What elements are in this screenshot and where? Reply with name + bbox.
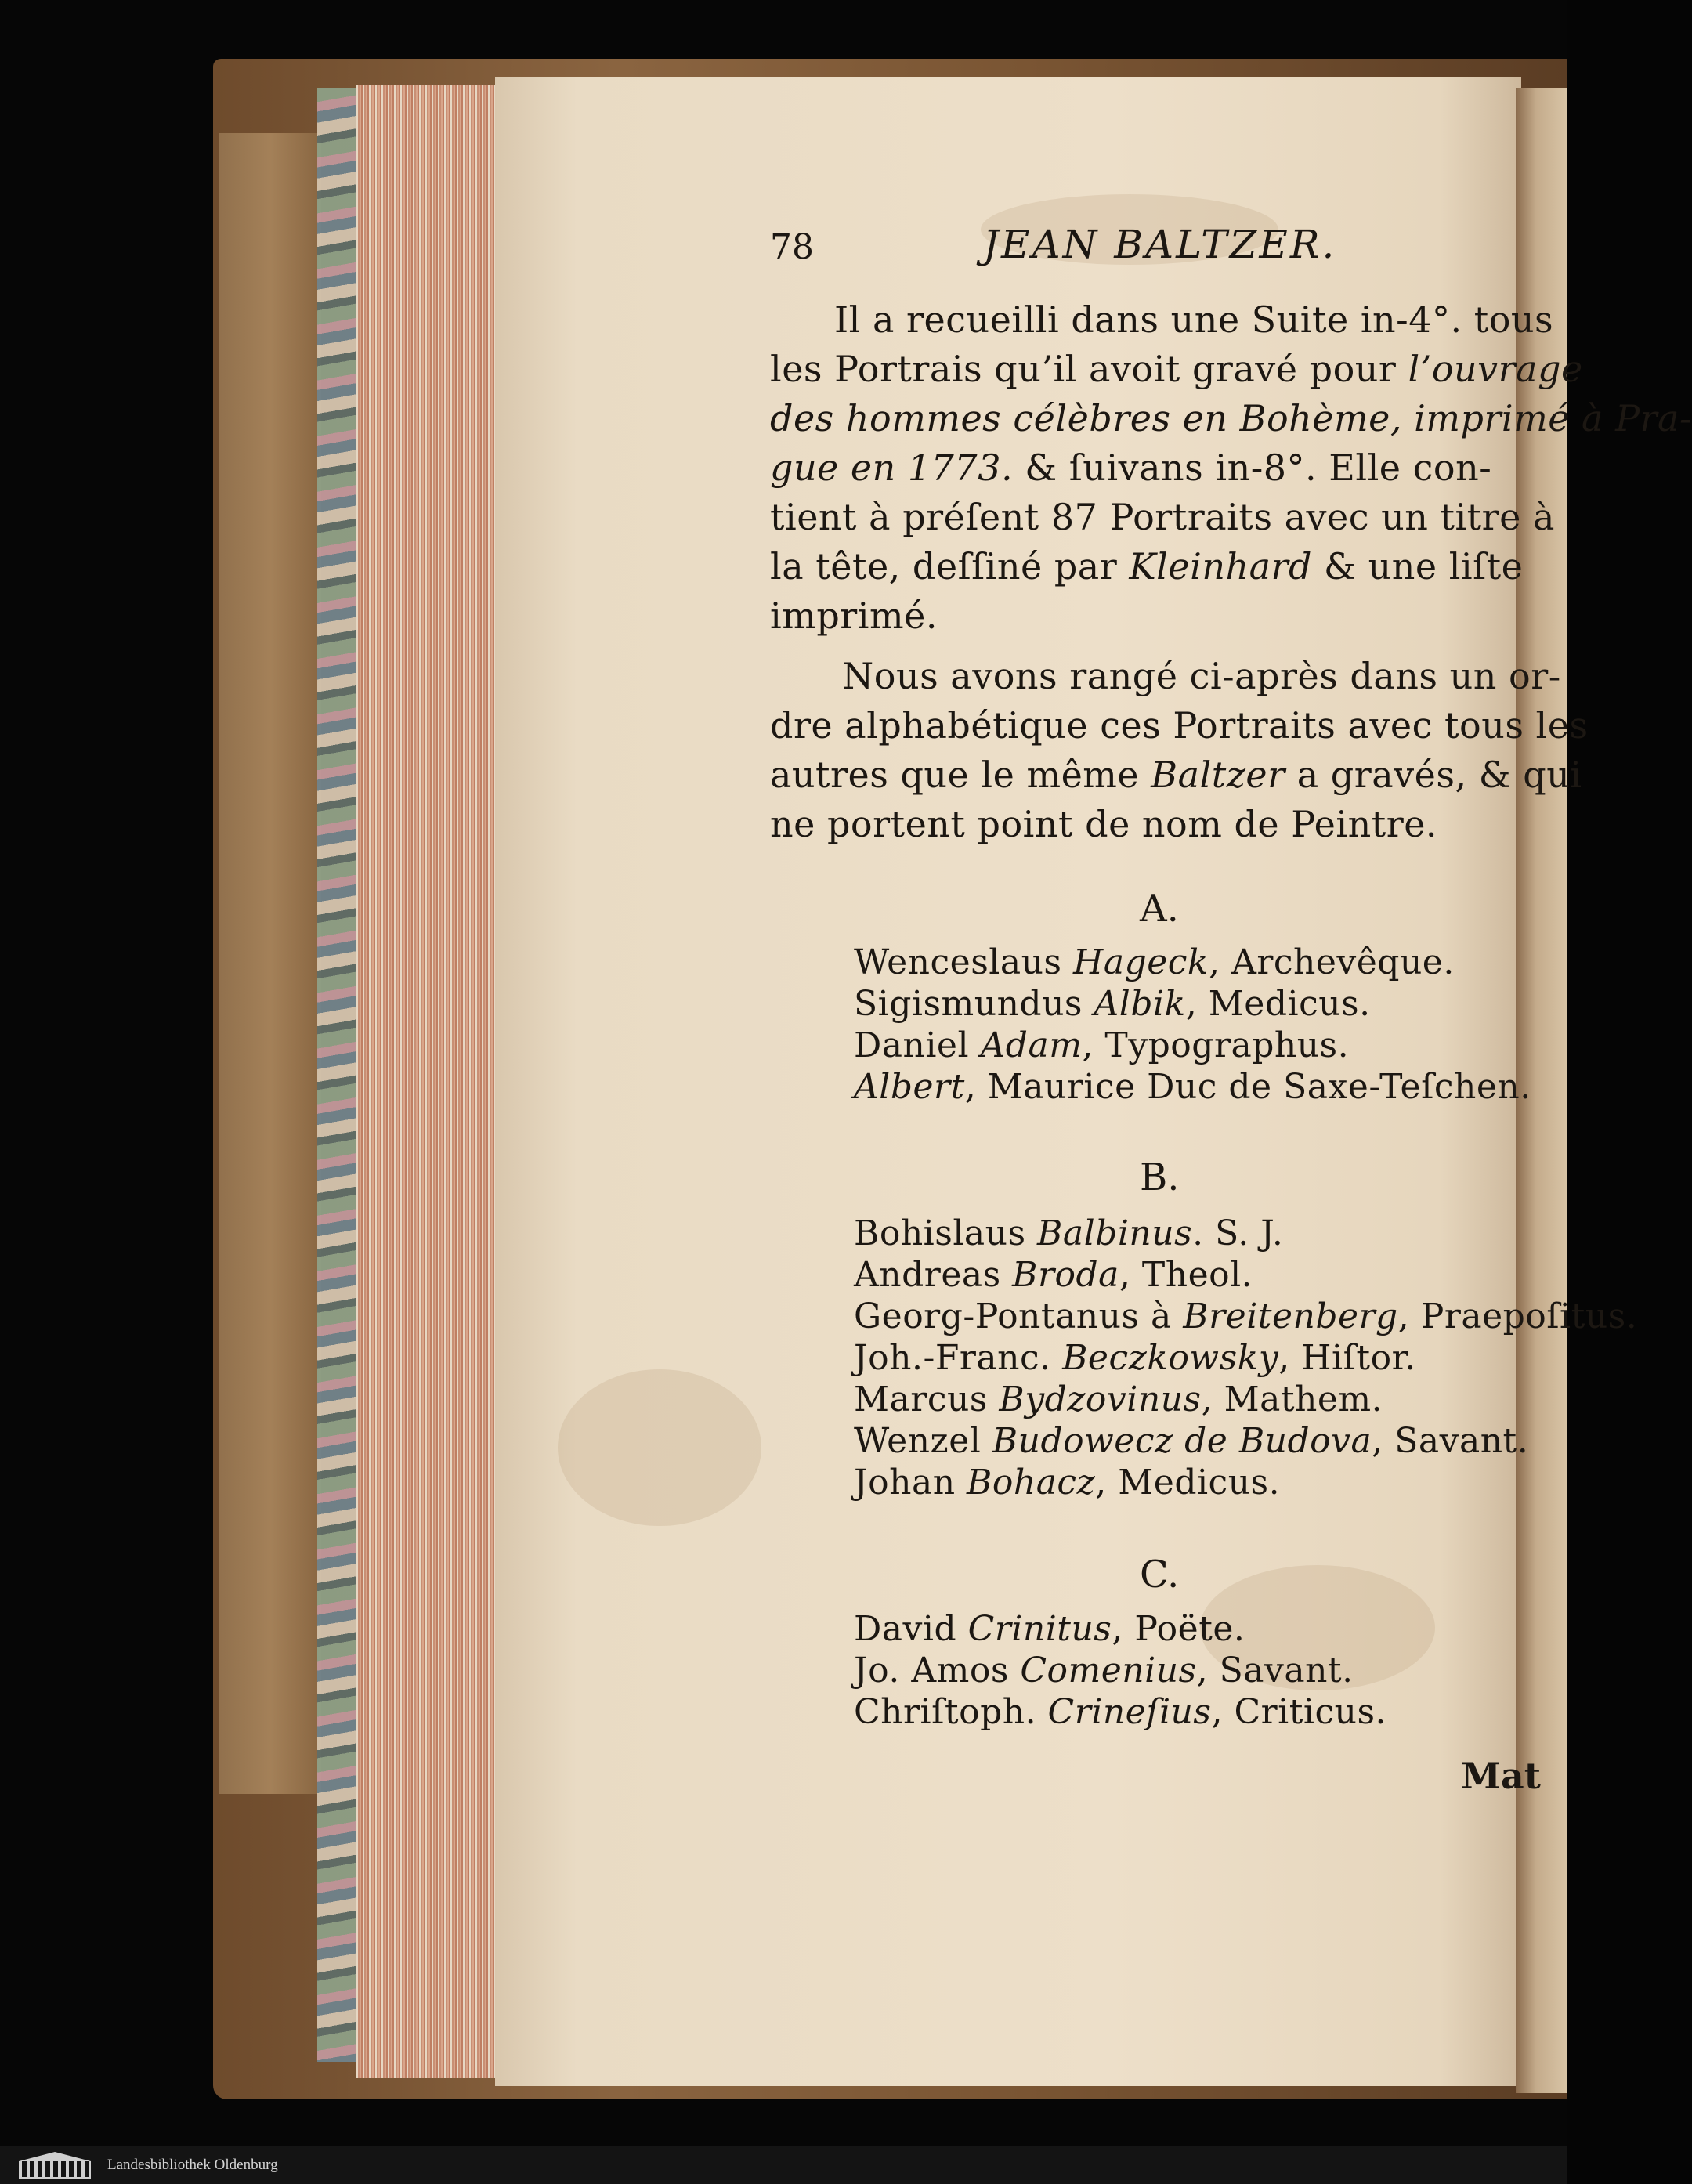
text-run: Joh.-Franc. [854,1338,1063,1378]
text-run: Marcus [854,1379,1000,1419]
text-run: , Savant. [1196,1651,1354,1690]
italic-text: Budowecz de Budova [992,1421,1372,1461]
portrait-entry [854,1651,1354,1690]
section-letter: C. [1140,1553,1180,1596]
section-letter: B. [1140,1155,1180,1199]
paragraph-line [842,655,1561,697]
portrait-entry [854,1296,1638,1336]
text-run: , Mathem. [1201,1379,1383,1419]
text-run: ne portent point de nom de Peintre. [770,803,1438,845]
portrait-entry [854,1213,1284,1253]
paragraph-line [770,496,1555,538]
portrait-entry [854,1255,1253,1295]
text-run: Il a recueilli dans une Suite in-4°. tous [834,298,1554,341]
italic-text: Comenius [1020,1651,1197,1690]
text-run: Wenceslaus [854,942,1073,982]
italic-text: Kleinhard [1129,545,1312,588]
text-run: & ſuivans in-8°. Elle con- [1013,447,1492,489]
italic-text: Albik [1094,984,1186,1024]
italic-text: Bohacz [967,1463,1096,1502]
text-run: Jo. Amos [854,1651,1021,1690]
running-head: JEAN BALTZER. [983,222,1337,267]
text-run: . S. J. [1192,1213,1284,1253]
text-run: Johan [854,1463,967,1502]
paragraph-line [770,397,1692,439]
text-run: Chriſtoph. [854,1692,1048,1732]
library-footer [0,2146,1567,2184]
italic-text: Breitenberg [1183,1296,1398,1336]
portrait-entry [854,1609,1246,1649]
text-run: , Criticus. [1211,1692,1387,1732]
portrait-entry [854,1338,1416,1378]
italic-text: Bydzovinus [999,1379,1202,1419]
italic-text: gue en 1773. [770,447,1014,489]
portrait-entry [854,1421,1529,1461]
section-letter: A. [1140,887,1179,931]
paragraph-line [770,447,1492,489]
italic-text: Hageck [1072,942,1209,982]
italic-text: Crineſius [1047,1692,1212,1732]
text-run: Georg-Pontanus à [854,1296,1184,1336]
portrait-entry [854,984,1371,1024]
page-number: 78 [770,227,814,267]
paragraph-line [770,704,1589,747]
text-run: , Medicus. [1185,984,1371,1024]
text-run: , Medicus. [1095,1463,1281,1502]
text-run: Wenzel [854,1421,992,1461]
text-run: , Archevêque. [1209,942,1455,982]
italic-text: des hommes célèbres en Bohème, imprimé à Pra- [770,397,1692,439]
paragraph-line [770,348,1583,390]
portrait-entry [854,1025,1350,1065]
text-run: , Theol. [1119,1255,1253,1295]
text-run: , Maurice Duc de Saxe-Teſchen. [964,1067,1531,1107]
catchword: Mat [1461,1755,1541,1797]
text-run: la tête, deſſiné par [770,545,1130,588]
italic-text: Albert [854,1067,965,1107]
text-run: a gravés, & qui [1285,754,1582,796]
text-run: imprimé. [770,595,938,637]
portrait-entry [854,1692,1387,1732]
text-run: Daniel [854,1025,981,1065]
italic-text: Baltzer [1151,754,1285,796]
italic-text: l’ouvrage [1408,348,1583,390]
text-run: Bohislaus [854,1213,1038,1253]
paragraph-line [770,595,938,637]
portrait-entry [854,1463,1281,1502]
italic-text: Crinitus [967,1609,1112,1649]
text-run: Sigismundus [854,984,1094,1024]
text-run: tient à préſent 87 Portraits avec un titre à [770,496,1555,538]
text-run: & une liſte [1311,545,1524,588]
portrait-entry [854,942,1455,982]
library-name: Landesbibliothek Oldenburg [107,2157,278,2173]
text-run: les Portrais qu’il avoit gravé pour [770,348,1408,390]
portrait-entry [854,1067,1531,1107]
text-run: Andreas [854,1255,1013,1295]
text-run: , Poëte. [1112,1609,1246,1649]
text-run: dre alphabétique ces Portraits avec tous les [770,704,1589,747]
italic-text: Broda [1012,1255,1119,1295]
paragraph-line [770,754,1582,796]
paragraph-line [770,803,1438,845]
text-run: Nous avons rangé ci-après dans un or- [842,655,1561,697]
text-run: , Hiſtor. [1278,1338,1416,1378]
italic-text: Beczkowsky [1062,1338,1279,1378]
text-run: , Typographus. [1082,1025,1350,1065]
text-run: David [854,1609,968,1649]
library-building-icon [14,2152,96,2179]
text-run: , Savant. [1372,1421,1529,1461]
italic-text: Adam [980,1025,1083,1065]
paragraph-line [834,298,1554,341]
portrait-entry [854,1379,1383,1419]
italic-text: Balbinus [1037,1213,1193,1253]
text-run: autres que le même [770,754,1152,796]
paragraph-line [770,545,1524,588]
text-run: , Praepoſitus. [1397,1296,1638,1336]
